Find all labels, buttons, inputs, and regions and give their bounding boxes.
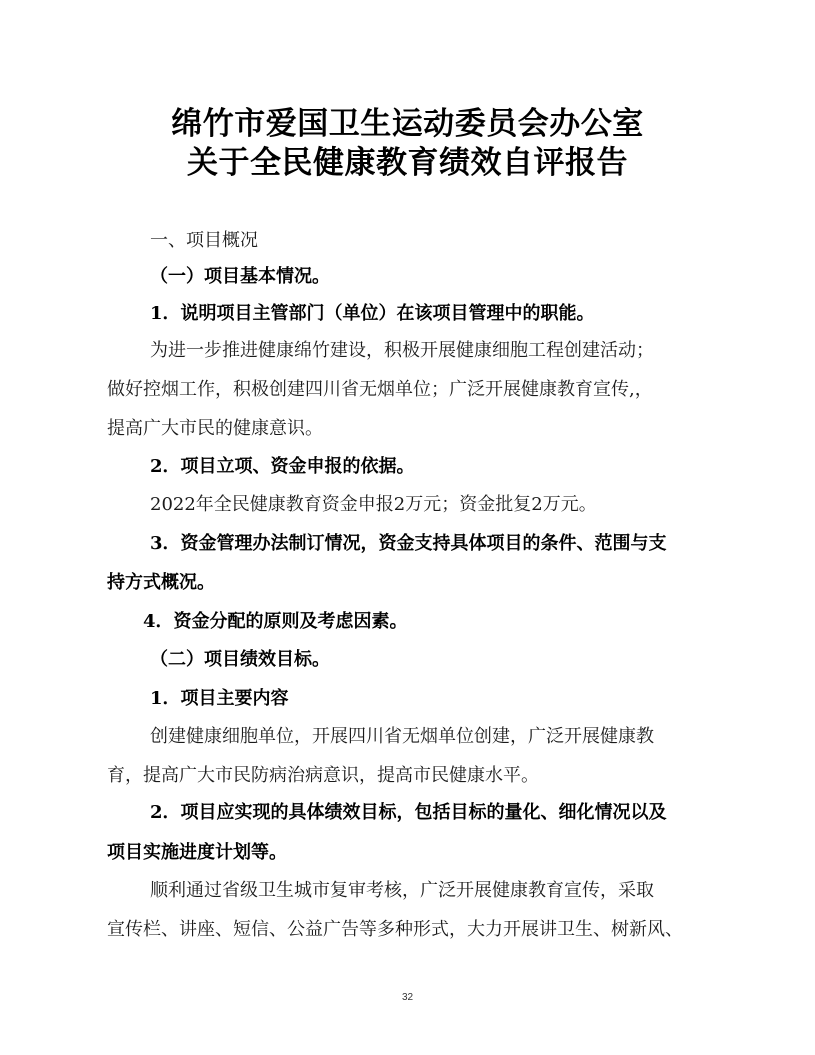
subsection-heading-basic-info: （一）项目基本情况。 (150, 266, 330, 287)
paragraph-line: 育，提高广大市民防病治病意识，提高市民健康水平。 (107, 765, 539, 786)
paragraph-line: 宣传栏、讲座、短信、公益广告等多种形式，大力开展讲卫生、树新风、 (107, 919, 683, 940)
paragraph-line: 提高广大市民的健康意识。 (107, 418, 323, 439)
document-title-line-2: 关于全民健康教育绩效自评报告 (187, 145, 628, 181)
item-heading-fund-management-cont: 持方式概况。 (107, 572, 215, 593)
document-title-line-1: 绵竹市爱国卫生运动委员会办公室 (171, 106, 644, 142)
paragraph-line: 创建健康细胞单位，开展四川省无烟单位创建，广泛开展健康教 (150, 726, 654, 747)
paragraph-line: 顺利通过省级卫生城市复审考核，广泛开展健康教育宣传，采取 (150, 880, 654, 901)
item-heading-fund-allocation: 4．资金分配的原则及考虑因素。 (143, 611, 408, 632)
item-heading-project-basis: 2．项目立项、资金申报的依据。 (150, 456, 415, 477)
paragraph-line: 为进一步推进健康绵竹建设，积极开展健康细胞工程创建活动； (150, 340, 654, 361)
paragraph-line: 做好控烟工作，积极创建四川省无烟单位；广泛开展健康教育宣传,， (107, 379, 653, 400)
paragraph-line: 2022年全民健康教育资金申报2万元；资金批复2万元。 (150, 494, 597, 515)
subsection-heading-performance-goals: （二）项目绩效目标。 (150, 649, 330, 670)
item-heading-fund-management: 3．资金管理办法制订情况，资金支持具体项目的条件、范围与支 (150, 533, 667, 554)
item-heading-department-role: 1．说明项目主管部门（单位）在该项目管理中的职能。 (150, 303, 595, 324)
section-heading-project-overview: 一、项目概况 (150, 230, 258, 251)
page-number: 32 (401, 992, 414, 1003)
item-heading-specific-goals: 2．项目应实现的具体绩效目标，包括目标的量化、细化情况以及 (150, 802, 667, 823)
item-heading-main-content: 1．项目主要内容 (150, 688, 289, 709)
item-heading-specific-goals-cont: 项目实施进度计划等。 (107, 842, 287, 863)
